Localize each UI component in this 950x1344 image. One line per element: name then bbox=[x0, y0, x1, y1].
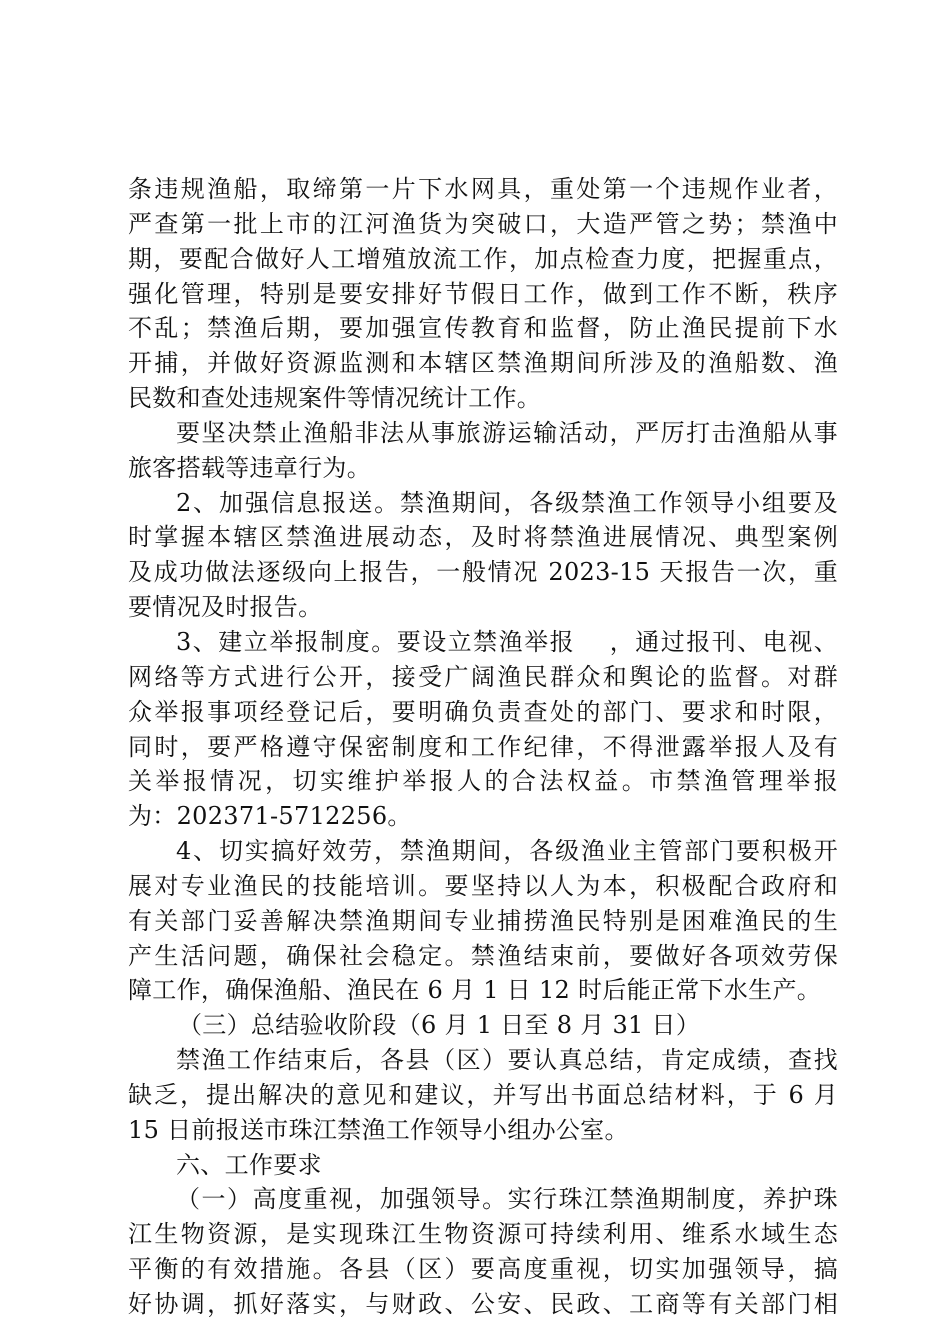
text-line: 旅客搭载等违章行为。 bbox=[128, 453, 371, 482]
text-line: 要情况及时报告。 bbox=[128, 593, 323, 622]
text-line: 有关部门妥善解决禁渔期间专业捕捞渔民特别是困难渔民的生 bbox=[128, 906, 838, 935]
text-line: 强化管理，特别是要安排好节假日工作，做到工作不断，秩序 bbox=[128, 279, 838, 308]
text-line: 展对专业渔民的技能培训。要坚持以人为本，积极配合政府和 bbox=[128, 871, 838, 900]
text-line: 众举报事项经登记后，要明确负责查处的部门、要求和时限， bbox=[128, 697, 838, 726]
text-line: 缺乏，提出解决的意见和建议，并写出书面总结材料，于 6 月 bbox=[128, 1080, 838, 1109]
text-line: 障工作，确保渔船、渔民在 6 月 1 日 12 时后能正常下水生产。 bbox=[128, 976, 822, 1005]
text-line: 网络等方式进行公开，接受广阔渔民群众和舆论的监督。对群 bbox=[128, 662, 838, 691]
section-heading: 六、工作要求 bbox=[176, 1150, 322, 1179]
text-line: 15 日前报送市珠江禁渔工作领导小组办公室。 bbox=[128, 1115, 629, 1144]
text-line: 不乱；禁渔后期，要加强宣传教育和监督，防止渔民提前下水 bbox=[128, 314, 838, 343]
text-line: 关举报情况，切实维护举报人的合法权益。市禁渔管理举报 bbox=[128, 767, 838, 796]
text-line: 及成功做法逐级向上报告，一般情况 2023-15 天报告一次，重 bbox=[128, 558, 838, 587]
text-line: 严查第一批上市的江河渔货为突破口，大造严管之势；禁渔中 bbox=[128, 209, 838, 238]
text-line: 条违规渔船，取缔第一片下水网具，重处第一个违规作业者， bbox=[128, 175, 838, 203]
text-line: 民数和查处违规案件等情况统计工作。 bbox=[128, 384, 542, 413]
text-line: 期，要配合做好人工增殖放流工作，加点检查力度，把握重点， bbox=[128, 244, 838, 273]
text-line: （一）高度重视，加强领导。实行珠江禁渔期制度，养护珠 bbox=[176, 1185, 838, 1214]
text-line: 3、建立举报制度。要设立禁渔举报 ，通过报刊、电视、 bbox=[176, 627, 838, 656]
text-line: 2、加强信息报送。禁渔期间，各级禁渔工作领导小组要及 bbox=[176, 488, 838, 517]
document-body bbox=[128, 172, 838, 1322]
text-line: 4、切实搞好效劳，禁渔期间，各级渔业主管部门要积极开 bbox=[176, 837, 838, 866]
section-heading: （三）总结验收阶段（6 月 1 日至 8 月 31 日） bbox=[178, 1011, 701, 1040]
text-line: 开捕，并做好资源监测和本辖区禁渔期间所涉及的渔船数、渔 bbox=[128, 349, 838, 378]
text-line: 要坚决禁止渔船非法从事旅游运输活动，严厉打击渔船从事 bbox=[176, 418, 838, 447]
text-line: 时掌握本辖区禁渔进展动态，及时将禁渔进展情况、典型案例 bbox=[128, 523, 838, 552]
text-line: 好协调，抓好落实，与财政、公安、民政、工商等有关部门相 bbox=[128, 1290, 838, 1318]
text-line: 为：202371-5712256。 bbox=[128, 802, 412, 831]
text-line: 江生物资源，是实现珠江生物资源可持续利用、维系水域生态 bbox=[128, 1220, 838, 1249]
text-line: 产生活问题，确保社会稳定。禁渔结束前，要做好各项效劳保 bbox=[128, 941, 838, 970]
text-line: 禁渔工作结束后，各县（区）要认真总结，肯定成绩，查找 bbox=[176, 1046, 838, 1075]
text-line: 同时，要严格遵守保密制度和工作纪律，不得泄露举报人及有 bbox=[128, 732, 838, 761]
text-line: 平衡的有效措施。各县（区）要高度重视，切实加强领导，搞 bbox=[128, 1255, 838, 1284]
